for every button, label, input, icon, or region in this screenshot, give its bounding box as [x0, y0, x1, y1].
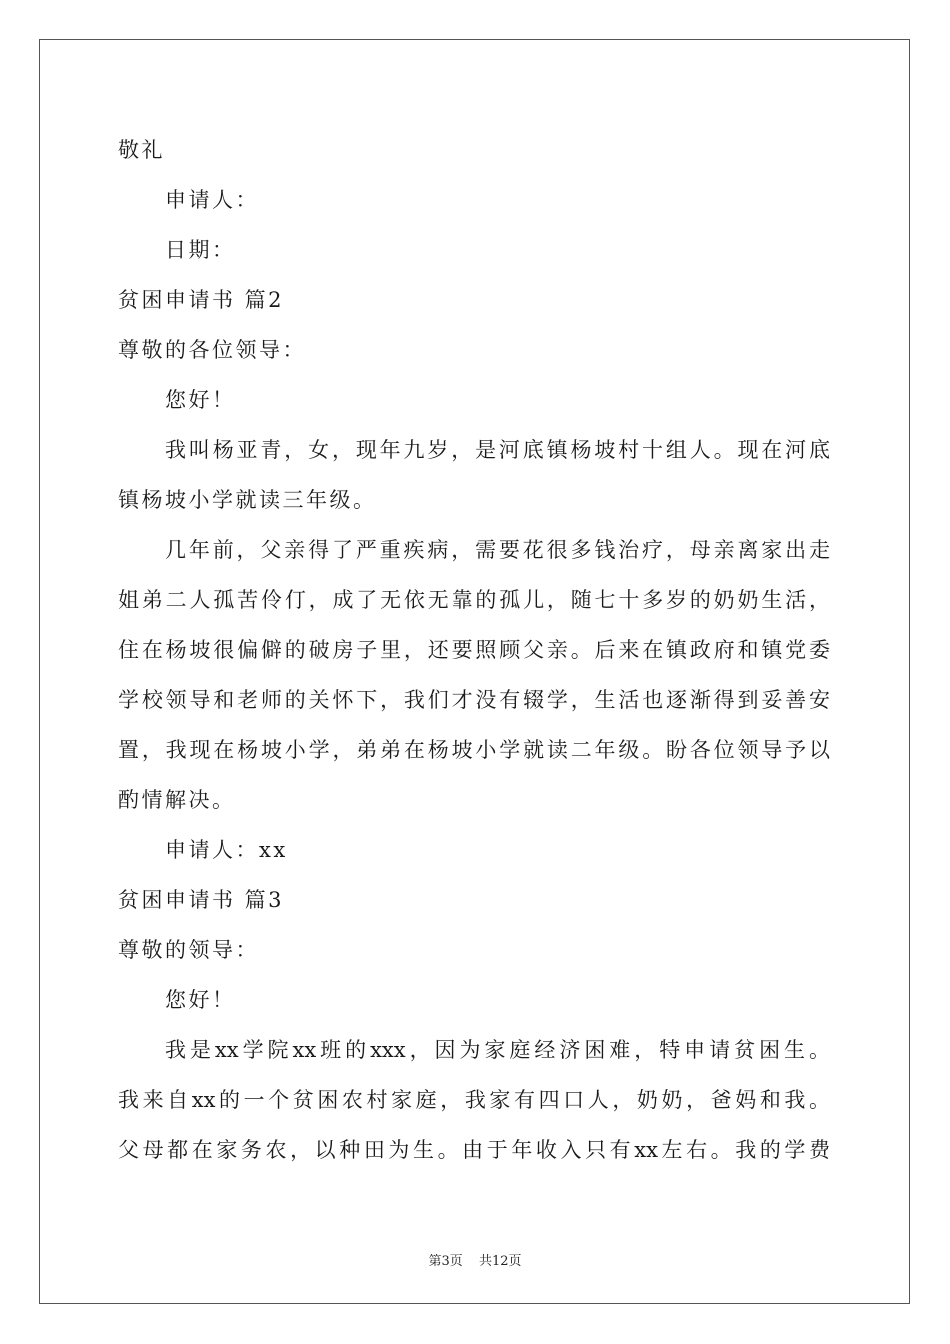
paragraph-line: 我叫杨亚青，女，现年九岁，是河底镇杨坡村十组人。现在河底: [165, 438, 830, 462]
paragraph-line: 姐弟二人孤苦伶仃，成了无依无靠的孤儿，随七十多岁的奶奶生活，: [118, 588, 830, 612]
section-heading: 贫困申请书 篇2: [118, 288, 285, 312]
paragraph-line: 几年前，父亲得了严重疾病，需要花很多钱治疗，母亲离家出走: [165, 538, 830, 562]
greeting: 您好！: [165, 388, 236, 412]
paragraph-line: 住在杨坡很偏僻的破房子里，还要照顾父亲。后来在镇政府和镇党委: [118, 638, 830, 662]
page-total: 共12页: [478, 1254, 522, 1269]
paragraph-line: 我是xx学院xx班的xxx，因为家庭经济困难，特申请贫困生。: [165, 1038, 830, 1062]
paragraph-line: 学校领导和老师的关怀下，我们才没有辍学，生活也逐渐得到妥善安: [118, 688, 830, 712]
section-heading: 贫困申请书 篇3: [118, 888, 285, 912]
closing-salutation: 敬礼: [118, 138, 165, 162]
applicant-signature: 申请人：xx: [165, 838, 288, 862]
applicant-label: 申请人：: [165, 188, 259, 212]
page-footer: [0, 1250, 950, 1269]
paragraph-line: 我来自xx的一个贫困农村家庭，我家有四口人，奶奶，爸妈和我。: [118, 1088, 830, 1112]
paragraph-line: 置，我现在杨坡小学，弟弟在杨坡小学就读二年级。盼各位领导予以: [118, 738, 830, 762]
paragraph-line: 酌情解决。: [118, 788, 236, 812]
page-number: 第3页: [428, 1254, 463, 1269]
page-frame: [39, 39, 910, 1304]
salutation: 尊敬的各位领导：: [118, 338, 306, 362]
salutation: 尊敬的领导：: [118, 938, 259, 962]
greeting: 您好！: [165, 988, 236, 1012]
paragraph-line: 镇杨坡小学就读三年级。: [118, 488, 377, 512]
paragraph-line: 父母都在家务农，以种田为生。由于年收入只有xx左右。我的学费: [118, 1138, 830, 1162]
date-label: 日期：: [165, 238, 236, 262]
